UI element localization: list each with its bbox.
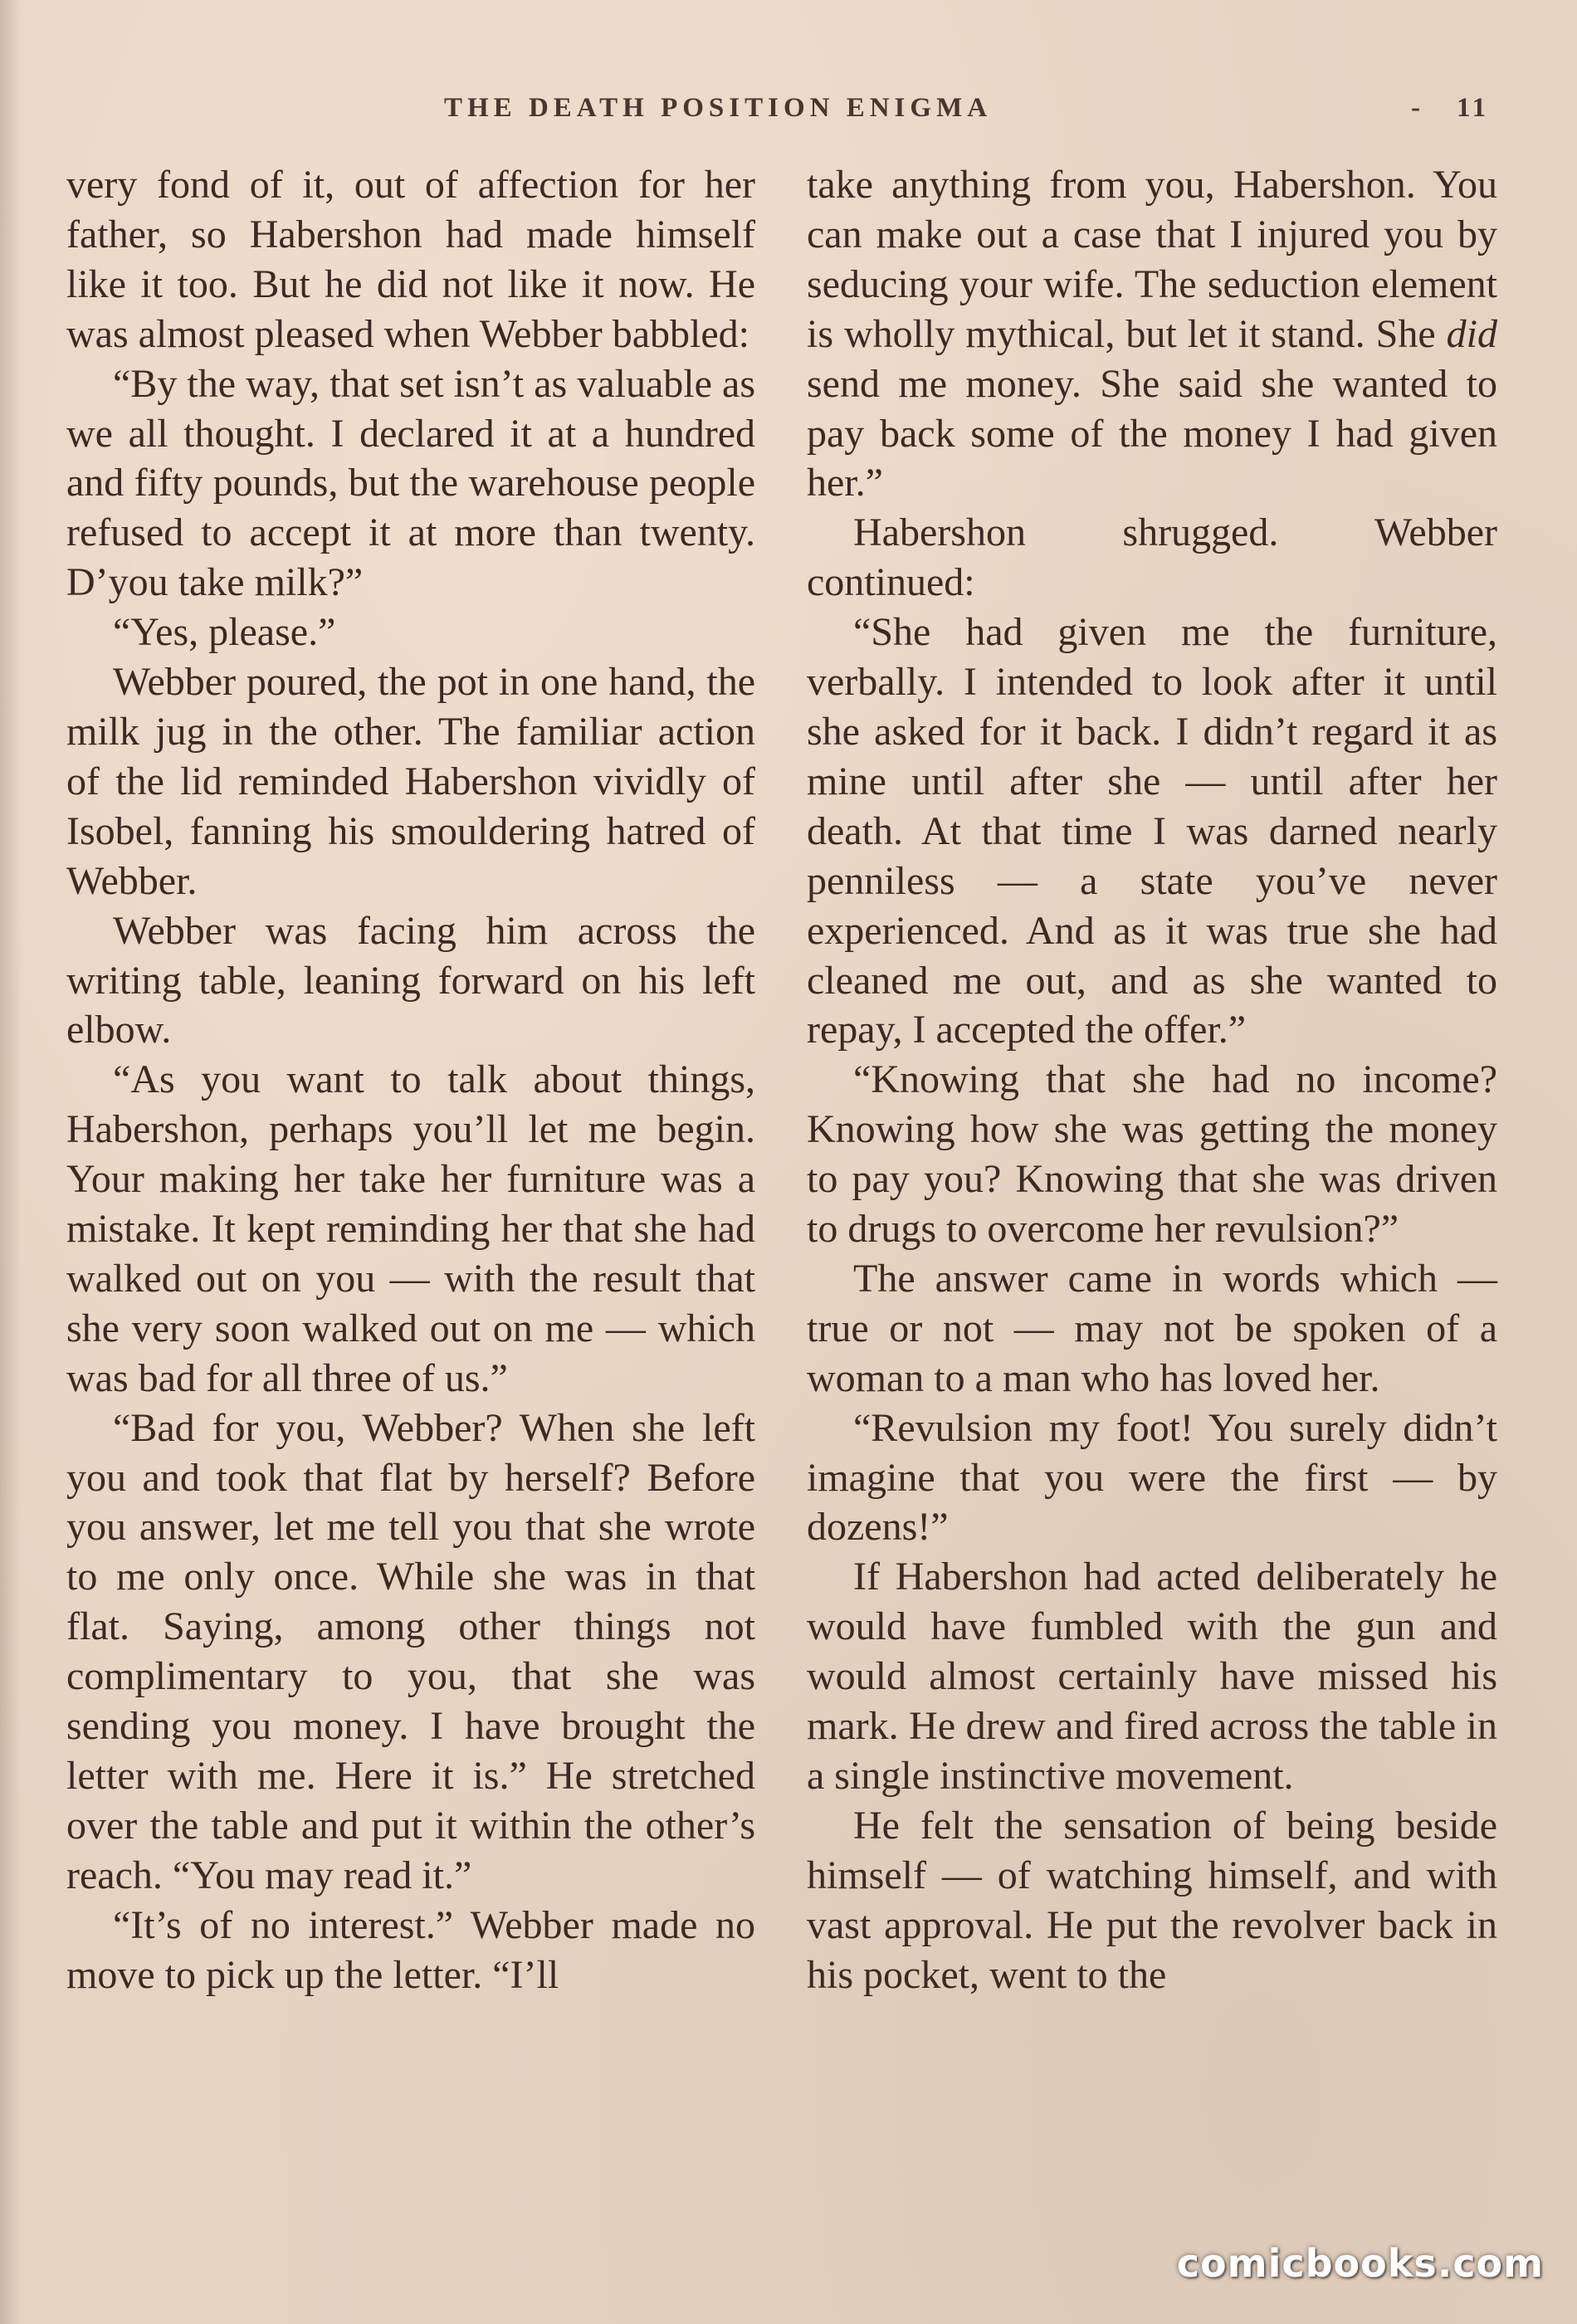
paragraph: “By the way, that set isn’t as valuable as we all thought. I declared it at a hundred and fifty pounds, but the warehouse people refused to accept it at more than twenty. D’you take milk?”	[66, 361, 755, 605]
running-title: THE DEATH POSITION ENIGMA	[444, 93, 993, 123]
page-edge-shadow	[0, 0, 22, 2324]
running-head	[0, 93, 1577, 134]
left-column	[66, 160, 755, 2000]
paragraph: “As you want to talk about things, Habershon, perhaps you’ll let me begin. Your making her take her furniture was a mistake. It kept reminding her that she had walked out on you — with the result that she very soon walked out on me — which was bad for all three of us.”	[66, 1057, 755, 1400]
paragraph: “Knowing that she had no income? Knowing how she was getting the money to pay you? Knowing that she was driven to drugs to overcome her revulsion?”	[807, 1057, 1497, 1252]
paragraph: He felt the sensation of being beside himself — of watching himself, and with vast approval. He put the revolver back in his pocket, went to the	[807, 1803, 1497, 1997]
paragraph: The answer came in words which — true or not — may not be spoken of a woman to a man who has loved her.	[807, 1256, 1497, 1400]
paragraph: “Bad for you, Webber? When she left you and took that flat by herself? Before you answer, let me tell you that she wrote to me only once. While she was in that flat. Saying, among other things not complimentary to you, that she was sending you money. I have brought the letter with me. Here it is.” He stretched over the table and put it within the other’s reach. “You may read it.”	[66, 1405, 755, 1897]
right-column	[807, 160, 1497, 2000]
paragraph: If Habershon had acted deliberately he would have fumbled with the gun and would almost certainly have missed his mark. He drew and fired across the table in a single instinctive movement.	[807, 1555, 1497, 1798]
paragraph: Webber was facing him across the writing table, leaning forward on his left elbow.	[66, 908, 755, 1052]
paragraph: Webber poured, the pot in one hand, the milk jug in the other. The familiar action of the lid reminded Habershon vividly of Isobel, fanning his smouldering hatred of Webber.	[66, 660, 755, 903]
paragraph: “It’s of no interest.” Webber made no move to pick up the letter. “I’ll	[66, 1902, 755, 1997]
paragraph-text: send me money. She said she wanted to pay back some of the money I had given her.”	[807, 361, 1497, 505]
paragraph: “She had given me the furniture, verbally. I intended to look after it until she asked for it back. I didn’t regard it as mine until after she — until after her death. At that time I was darned nearly penniless — a state you’ve never experienced. And as it was true she had cleaned me out, and as she wanted to repay, I accepted the offer.”	[807, 610, 1497, 1052]
italic-word: did	[1446, 311, 1497, 356]
paragraph: Habershon shrugged. Webber continued:	[807, 510, 1497, 605]
folio-dash: -	[1411, 93, 1420, 123]
paragraph: very fond of it, out of affection for her father, so Habershon had made himself like it too. But he did not like it now. He was almost pleased when Webber babbled:	[66, 163, 755, 356]
watermark: comicbooks.com	[1176, 2241, 1544, 2286]
paragraph: “Yes, please.”	[113, 610, 336, 655]
page-number: 11	[1457, 93, 1490, 123]
paragraph: “Revulsion my foot! You surely didn’t imagine that you were the first — by dozens!”	[807, 1405, 1497, 1550]
paragraph	[807, 160, 1497, 508]
paragraph-text: take anything from you, Habershon. You can make out a case that I injured you by seducing your wife. The seduction element is wholly mythical, but let it stand. She	[807, 163, 1497, 356]
